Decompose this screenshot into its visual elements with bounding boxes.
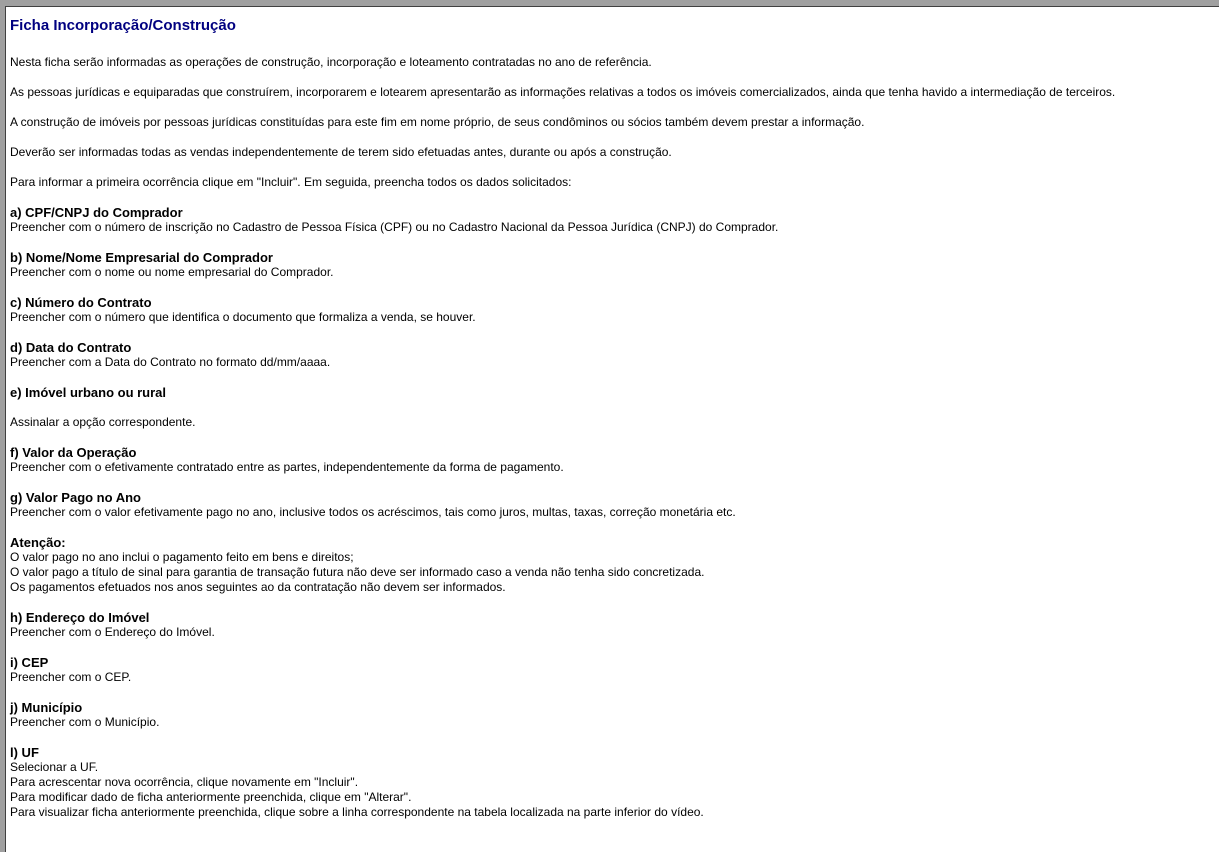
- field-imovel-urbano-rural: [10, 385, 1213, 430]
- field-cpf-cnpj: [10, 205, 1213, 235]
- intro-paragraph-5: Para informar a primeira ocorrência clique em "Incluir". Em seguida, preencha todos os dados solicitados:: [10, 175, 572, 189]
- field-heading: j) Município: [10, 700, 83, 715]
- field-valor-operacao: [10, 445, 1213, 475]
- field-heading: l) UF: [10, 745, 39, 760]
- field-numero-contrato: [10, 295, 1213, 325]
- field-heading: e) Imóvel urbano ou rural: [10, 385, 167, 400]
- field-heading: a) CPF/CNPJ do Comprador: [10, 205, 183, 220]
- field-valor-pago-ano: [10, 490, 1213, 520]
- field-description: Preencher com o nome ou nome empresarial do Comprador.: [10, 265, 334, 279]
- field-heading: f) Valor da Operação: [10, 445, 137, 460]
- field-description: Preencher com o efetivamente contratado entre as partes, independentemente da forma de pagamento.: [10, 460, 564, 474]
- attention-line: O valor pago no ano inclui o pagamento feito em bens e direitos;: [10, 550, 354, 564]
- field-municipio: [10, 700, 1213, 730]
- attention-block: [10, 535, 1213, 595]
- help-content: [10, 18, 1213, 820]
- field-description: Preencher com o CEP.: [10, 670, 132, 684]
- field-description: Preencher com o Município.: [10, 715, 160, 729]
- field-nome-comprador: [10, 250, 1213, 280]
- attention-line: O valor pago a título de sinal para garantia de transação futura não deve ser informado caso a venda não tenha sido concretizada.: [10, 565, 705, 579]
- field-uf: [10, 745, 1213, 820]
- field-heading: h) Endereço do Imóvel: [10, 610, 150, 625]
- field-description: Preencher com o número que identifica o documento que formaliza a venda, se houver.: [10, 310, 476, 324]
- field-description: Preencher com a Data do Contrato no formato dd/mm/aaaa.: [10, 355, 331, 369]
- field-heading: d) Data do Contrato: [10, 340, 132, 355]
- closing-line: Para modificar dado de ficha anteriormente preenchida, clique em "Alterar".: [10, 790, 412, 804]
- page-title: Ficha Incorporação/Construção: [10, 17, 236, 34]
- closing-line: Para acrescentar nova ocorrência, clique novamente em "Incluir".: [10, 775, 359, 789]
- field-data-contrato: [10, 340, 1213, 370]
- attention-heading: Atenção:: [10, 535, 66, 550]
- field-description: Preencher com o Endereço do Imóvel.: [10, 625, 215, 639]
- intro-paragraph-1: Nesta ficha serão informadas as operações de construção, incorporação e loteamento contratadas no ano de referência.: [10, 55, 652, 69]
- field-heading: g) Valor Pago no Ano: [10, 490, 141, 505]
- field-cep: [10, 655, 1213, 685]
- field-heading: c) Número do Contrato: [10, 295, 152, 310]
- field-heading: i) CEP: [10, 655, 49, 670]
- frame-left-line: [5, 6, 6, 852]
- field-heading: b) Nome/Nome Empresarial do Comprador: [10, 250, 273, 265]
- intro-paragraph-2: As pessoas jurídicas e equiparadas que construírem, incorporarem e lotearem apresentarão as informações relativas a todos os imóveis comercializados, ainda que tenha havido a intermediação de terceiros.: [10, 85, 1116, 99]
- frame-top-line: [5, 6, 1219, 7]
- splitter-arrow-icon[interactable]: [0, 8, 5, 18]
- field-description: Preencher com o número de inscrição no Cadastro de Pessoa Física (CPF) ou no Cadastro Nacional da Pessoa Jurídica (CNPJ) do Comprador.: [10, 220, 779, 234]
- field-endereco-imovel: [10, 610, 1213, 640]
- attention-line: Os pagamentos efetuados nos anos seguintes ao da contratação não devem ser informados.: [10, 580, 506, 594]
- intro-paragraph-4: Deverão ser informadas todas as vendas independentemente de terem sido efetuadas antes, durante ou após a construção.: [10, 145, 672, 159]
- intro-paragraph-3: A construção de imóveis por pessoas jurídicas constituídas para este fim em nome próprio, de seus condôminos ou sócios também devem prestar a informação.: [10, 115, 865, 129]
- closing-line: Para visualizar ficha anteriormente preenchida, clique sobre a linha correspondente na tabela localizada na parte inferior do vídeo.: [10, 805, 704, 819]
- field-description: Preencher com o valor efetivamente pago no ano, inclusive todos os acréscimos, tais como juros, multas, taxas, correção monetária etc.: [10, 505, 736, 519]
- field-description: Assinalar a opção correspondente.: [10, 415, 196, 429]
- field-description: Selecionar a UF.: [10, 760, 99, 774]
